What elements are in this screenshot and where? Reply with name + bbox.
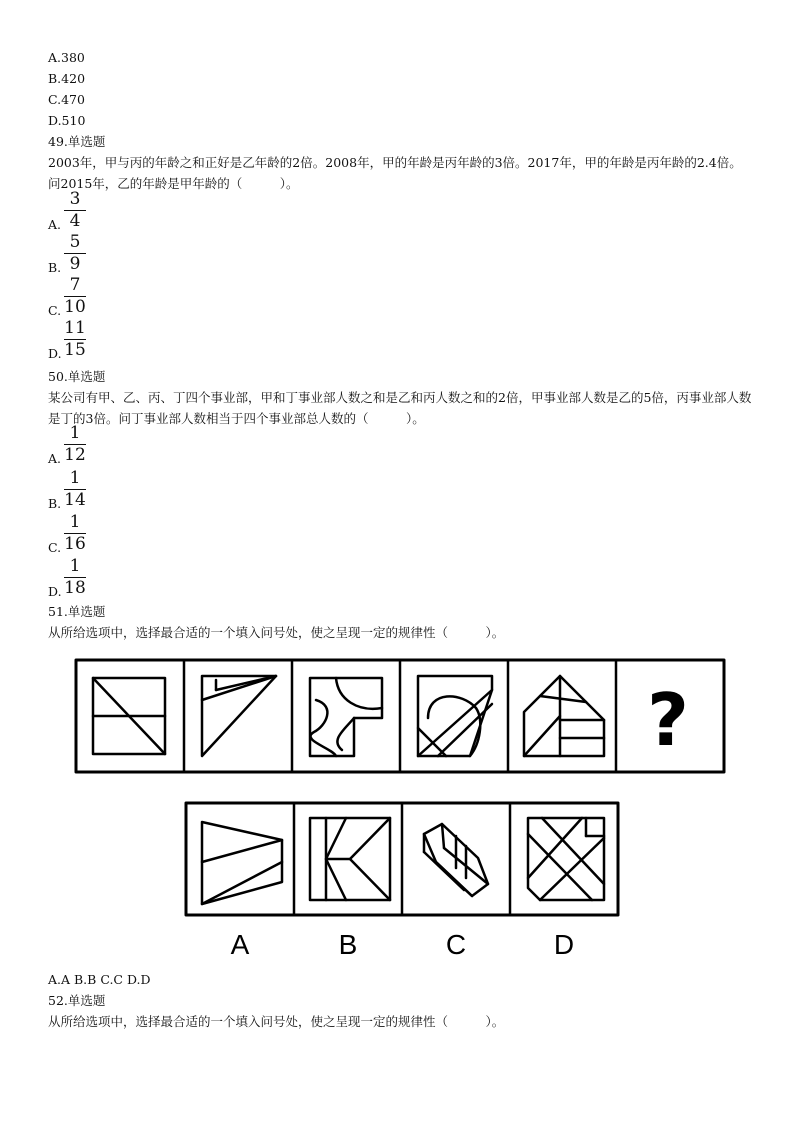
q50-text: 某公司有甲、乙、丙、丁四个事业部，甲和丁事业部人数之和是乙和丙人数之和的2倍，甲事业部人数是乙的5倍，丙事业部人数是丁的3倍。问丁事业部人数相当于四个事业部总人数的（ ）。 bbox=[48, 390, 752, 426]
option-label: D. bbox=[48, 584, 62, 599]
choice-d-figure bbox=[528, 818, 604, 900]
choice-letter-c: C bbox=[445, 929, 467, 960]
option-label: A. bbox=[48, 217, 62, 232]
fraction-numerator: 1 bbox=[69, 512, 81, 532]
fraction-denominator: 10 bbox=[64, 297, 86, 317]
choice-c-figure bbox=[424, 824, 488, 896]
fraction-numerator: 7 bbox=[69, 275, 81, 295]
option-label: C. bbox=[48, 303, 62, 318]
choice-letter-a: A bbox=[230, 929, 250, 960]
q48-option-d: D.510 bbox=[48, 113, 86, 128]
q48-option-c: C.470 bbox=[48, 92, 85, 107]
question-mark: ? bbox=[647, 678, 689, 762]
fraction-denominator: 16 bbox=[64, 534, 86, 554]
fraction-denominator: 12 bbox=[64, 445, 86, 465]
fraction-denominator: 15 bbox=[64, 340, 86, 360]
figure-cell-5 bbox=[524, 676, 604, 756]
choice-a-figure bbox=[202, 822, 282, 904]
q52-text: 从所给选项中，选择最合适的一个填入问号处，使之呈现一定的规律性（ ）。 bbox=[48, 1014, 505, 1029]
fraction-numerator: 1 bbox=[69, 468, 81, 488]
fraction-numerator: 3 bbox=[69, 189, 81, 209]
figure-cell-2 bbox=[202, 676, 276, 756]
option-label: A. bbox=[48, 451, 62, 466]
choice-b-figure bbox=[310, 818, 390, 900]
option-label: D. bbox=[48, 346, 62, 361]
fraction-numerator: 1 bbox=[69, 556, 81, 576]
fraction-numerator: 1 bbox=[69, 423, 81, 443]
option-label: B. bbox=[48, 496, 62, 511]
q51-text: 从所给选项中，选择最合适的一个填入问号处，使之呈现一定的规律性（ ）。 bbox=[48, 625, 505, 640]
option-label: B. bbox=[48, 260, 62, 275]
q51-answer-options: A.A B.B C.C D.D bbox=[48, 972, 151, 987]
choice-letter-d: D bbox=[553, 929, 575, 960]
fraction-denominator: 18 bbox=[64, 578, 86, 598]
figure-cell-4 bbox=[418, 676, 492, 756]
q51-header: 51.单选题 bbox=[48, 604, 106, 619]
fraction-numerator: 5 bbox=[69, 232, 81, 252]
q50-header: 50.单选题 bbox=[48, 369, 106, 384]
fraction-numerator: 11 bbox=[64, 318, 86, 338]
figure-cell-3 bbox=[310, 678, 382, 756]
q49-text: 2003年，甲与丙的年龄之和正好是乙年龄的2倍。2008年，甲的年龄是丙年龄的3倍。2017年，甲的年龄是丙年龄的2.4倍。问2015年，乙的年龄是甲年龄的（ ）。 bbox=[48, 155, 742, 191]
fraction-denominator: 9 bbox=[69, 254, 81, 274]
q49-header: 49.单选题 bbox=[48, 134, 106, 149]
q48-option-b: B.420 bbox=[48, 71, 86, 86]
option-label: C. bbox=[48, 540, 62, 555]
choice-letter-b: B bbox=[338, 929, 358, 960]
q48-option-a: A.380 bbox=[48, 50, 85, 65]
q52-header: 52.单选题 bbox=[48, 993, 106, 1008]
fraction-denominator: 14 bbox=[64, 490, 86, 510]
fraction-denominator: 4 bbox=[69, 211, 81, 231]
figure-cell-1 bbox=[93, 678, 165, 754]
